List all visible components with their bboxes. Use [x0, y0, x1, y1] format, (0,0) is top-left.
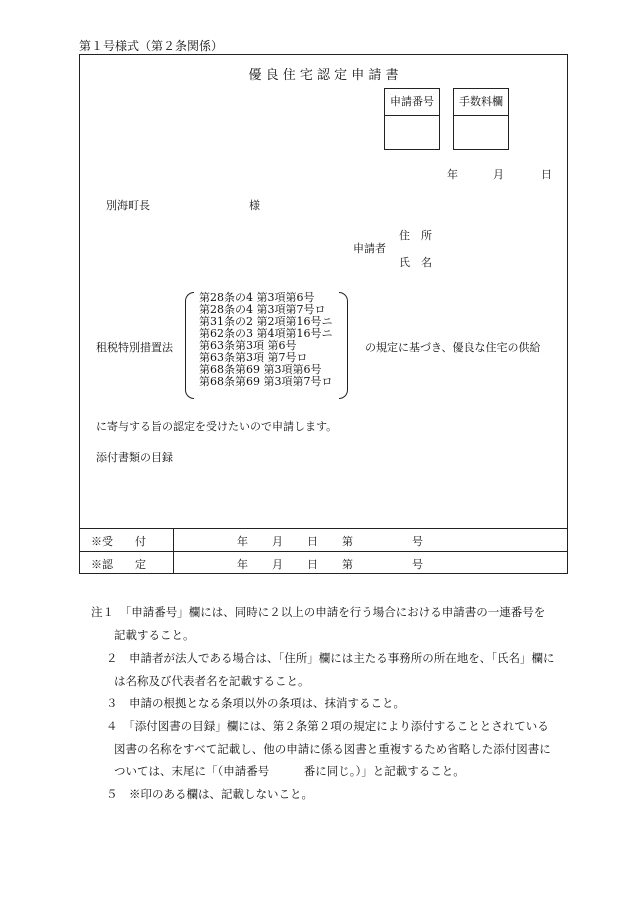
note-line: ３ 申請の根拠となる条項以外の条項は、抹消すること。 [106, 696, 405, 710]
note-line: ５ ※印のある欄は、記載しないこと。 [106, 787, 313, 801]
article-item: 第62条の3 第4項第16号ニ [199, 327, 333, 340]
date-day: 日 [541, 168, 552, 181]
request-text: に寄与する旨の認定を受けたいので申請します。 [96, 420, 338, 433]
approval-day: 日 [307, 558, 318, 571]
form-title: 優 良 住 宅 認 定 申 請 書 [248, 68, 399, 83]
article-item: 第28条の4 第3項第7号ロ [199, 303, 326, 316]
applicant-name-label: 氏 名 [399, 256, 432, 269]
approval-no-prefix: 第 [342, 558, 353, 571]
receipt-year: 年 [237, 535, 248, 548]
date-month: 月 [493, 168, 504, 181]
date-year: 年 [447, 168, 458, 181]
row-divider [79, 528, 568, 529]
article-item: 第28条の4 第3項第6号 [199, 291, 315, 304]
fee-label: 手数料欄 [454, 89, 508, 116]
addressee-honorific: 様 [249, 199, 260, 212]
approval-year: 年 [237, 558, 248, 571]
applicant-label: 申請者 [353, 242, 386, 255]
receipt-day: 日 [307, 535, 318, 548]
receipt-month: 月 [272, 535, 283, 548]
note-line: ４ 「添付図書の目録」欄には、第２条第２項の規定により添付することとされている [106, 719, 549, 733]
right-bracket [339, 292, 348, 399]
article-item: 第63条第3項 第6号 [199, 339, 297, 352]
article-item: 第68条第69 第3項第6号 [199, 363, 322, 376]
receipt-no-prefix: 第 [342, 535, 353, 548]
approval-no-suffix: 号 [412, 558, 423, 571]
approval-month: 月 [272, 558, 283, 571]
note-line: 注１ 「申請番号」欄には、同時に２以上の申請を行う場合における申請書の一連番号を [91, 605, 546, 619]
fee-box[interactable] [453, 88, 509, 150]
approval-label: ※認 定 [91, 558, 146, 571]
column-divider [173, 528, 174, 574]
left-bracket [185, 292, 194, 399]
note-line: 図書の名称をすべて記載し、他の申請に係る図書と重複するため省略した添付図書に [114, 742, 551, 756]
receipt-label: ※受 付 [91, 535, 146, 548]
law-name: 租税特別措置法 [96, 341, 173, 354]
note-line: は名称及び代表者名を記載すること。 [114, 674, 310, 688]
application-number-label: 申請番号 [385, 89, 439, 116]
article-item: 第31条の2 第2項第16号ニ [199, 315, 333, 328]
row-divider [79, 551, 568, 552]
note-line: ２ 申請者が法人である場合は、「住所」欄には主たる事務所の所在地を、「氏名」欄に [106, 651, 555, 665]
article-item: 第63条第3項 第7号ロ [199, 351, 308, 364]
law-suffix: の規定に基づき、優良な住宅の供給 [365, 341, 541, 354]
applicant-address-label: 住 所 [399, 229, 432, 242]
form-label: 第１号様式（第２条関係） [79, 39, 224, 53]
note-line: ついては、末尾に「（申請番号 番に同じ。）」と記載すること。 [114, 764, 465, 778]
attachments-label: 添付書類の目録 [96, 451, 173, 464]
addressee-name: 別海町長 [106, 199, 150, 212]
article-item: 第68条第69 第3項第7号ロ [199, 375, 333, 388]
receipt-no-suffix: 号 [412, 535, 423, 548]
note-line: 記載すること。 [114, 628, 195, 642]
application-number-box[interactable] [384, 88, 440, 150]
